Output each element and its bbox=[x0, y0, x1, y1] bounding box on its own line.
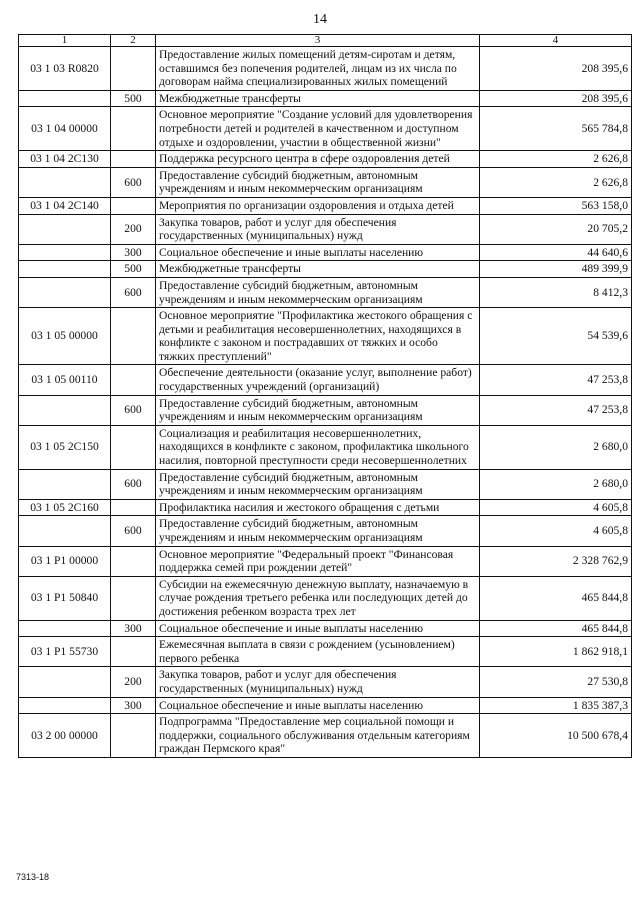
table-row bbox=[19, 365, 632, 395]
row-name: Основное мероприятие "Профилактика жестокого обращения с детьми и реабилитация несовершеннолетних, находящихся в конфликте с законом и пострадавших от тяжких и особо тяжких преступлений" bbox=[156, 308, 480, 365]
row-amount: 2 328 762,9 bbox=[480, 546, 632, 576]
table-row bbox=[19, 516, 632, 546]
row-expense-type: 600 bbox=[111, 516, 156, 546]
row-amount: 10 500 678,4 bbox=[480, 714, 632, 758]
row-amount: 465 844,8 bbox=[480, 576, 632, 620]
table-row bbox=[19, 576, 632, 620]
row-amount: 208 395,6 bbox=[480, 47, 632, 91]
row-code: 03 1 04 00000 bbox=[19, 107, 111, 151]
row-name: Социальное обеспечение и иные выплаты населению bbox=[156, 244, 480, 261]
row-amount: 54 539,6 bbox=[480, 308, 632, 365]
table-row bbox=[19, 151, 632, 168]
row-expense-type bbox=[111, 151, 156, 168]
table-row bbox=[19, 637, 632, 667]
row-code bbox=[19, 667, 111, 697]
row-name: Межбюджетные трансферты bbox=[156, 261, 480, 278]
row-name: Ежемесячная выплата в связи с рождением (усыновлением) первого ребенка bbox=[156, 637, 480, 667]
row-expense-type bbox=[111, 47, 156, 91]
row-expense-type bbox=[111, 425, 156, 469]
row-code bbox=[19, 277, 111, 307]
row-amount: 8 412,3 bbox=[480, 277, 632, 307]
row-name: Социальное обеспечение и иные выплаты населению bbox=[156, 620, 480, 637]
column-header-4: 4 bbox=[480, 35, 632, 47]
row-name: Предоставление субсидий бюджетным, автономным учреждениям и иным некоммерческим организациям bbox=[156, 469, 480, 499]
row-expense-type: 300 bbox=[111, 620, 156, 637]
page-number: 14 bbox=[313, 12, 327, 27]
row-amount: 2 626,8 bbox=[480, 151, 632, 168]
row-code: 03 1 Р1 00000 bbox=[19, 546, 111, 576]
table-row bbox=[19, 425, 632, 469]
row-name: Предоставление жилых помещений детям-сиротам и детям, оставшимся без попечения родителей, лицам из их числа по договорам найма специализированных жилых помещений bbox=[156, 47, 480, 91]
row-code bbox=[19, 214, 111, 244]
row-name: Предоставление субсидий бюджетным, автономным учреждениям и иным некоммерческим организациям bbox=[156, 516, 480, 546]
row-code: 03 1 04 2С140 bbox=[19, 197, 111, 214]
row-expense-type bbox=[111, 365, 156, 395]
row-amount: 465 844,8 bbox=[480, 620, 632, 637]
row-name: Социализация и реабилитация несовершеннолетних, находящихся в конфликте с законом, профилактика школьного насилия, повторной преступности среди несовершеннолетних bbox=[156, 425, 480, 469]
row-name: Предоставление субсидий бюджетным, автономным учреждениям и иным некоммерческим организациям bbox=[156, 277, 480, 307]
column-header-3: 3 bbox=[156, 35, 480, 47]
row-expense-type: 300 bbox=[111, 697, 156, 714]
table-row bbox=[19, 261, 632, 278]
row-name: Закупка товаров, работ и услуг для обеспечения государственных (муниципальных) нужд bbox=[156, 667, 480, 697]
table-row bbox=[19, 197, 632, 214]
document-code: 7313-18 bbox=[16, 872, 50, 882]
row-amount: 20 705,2 bbox=[480, 214, 632, 244]
row-code bbox=[19, 697, 111, 714]
row-amount: 2 680,0 bbox=[480, 469, 632, 499]
row-amount: 489 399,9 bbox=[480, 261, 632, 278]
row-code bbox=[19, 167, 111, 197]
row-amount: 1 835 387,3 bbox=[480, 697, 632, 714]
table-row bbox=[19, 714, 632, 758]
table-row bbox=[19, 47, 632, 91]
row-code: 03 1 05 00000 bbox=[19, 308, 111, 365]
row-amount: 2 626,8 bbox=[480, 167, 632, 197]
budget-table bbox=[18, 34, 632, 758]
row-name: Обеспечение деятельности (оказание услуг, выполнение работ) государственных учреждений (организаций) bbox=[156, 365, 480, 395]
row-expense-type: 500 bbox=[111, 261, 156, 278]
table-row bbox=[19, 214, 632, 244]
table-row bbox=[19, 499, 632, 516]
row-code: 03 1 04 2С130 bbox=[19, 151, 111, 168]
row-expense-type: 600 bbox=[111, 277, 156, 307]
row-expense-type: 500 bbox=[111, 90, 156, 107]
row-code: 03 1 Р1 55730 bbox=[19, 637, 111, 667]
row-name: Основное мероприятие "Федеральный проект "Финансовая поддержка семей при рождении детей" bbox=[156, 546, 480, 576]
row-name: Предоставление субсидий бюджетным, автономным учреждениям и иным некоммерческим организациям bbox=[156, 395, 480, 425]
row-code bbox=[19, 469, 111, 499]
row-expense-type: 300 bbox=[111, 244, 156, 261]
row-amount: 565 784,8 bbox=[480, 107, 632, 151]
row-expense-type bbox=[111, 107, 156, 151]
row-amount: 2 680,0 bbox=[480, 425, 632, 469]
row-amount: 27 530,8 bbox=[480, 667, 632, 697]
row-amount: 563 158,0 bbox=[480, 197, 632, 214]
row-expense-type: 600 bbox=[111, 395, 156, 425]
row-code bbox=[19, 620, 111, 637]
row-expense-type bbox=[111, 714, 156, 758]
table-row bbox=[19, 395, 632, 425]
row-code bbox=[19, 516, 111, 546]
row-code bbox=[19, 395, 111, 425]
row-amount: 47 253,8 bbox=[480, 395, 632, 425]
row-expense-type bbox=[111, 499, 156, 516]
row-name: Основное мероприятие "Создание условий для удовлетворения потребности детей и родителей в качественном и доступном отдыхе и оздоровлении, участии в общественной жизни" bbox=[156, 107, 480, 151]
table-row bbox=[19, 697, 632, 714]
row-amount: 208 395,6 bbox=[480, 90, 632, 107]
table-row bbox=[19, 667, 632, 697]
row-expense-type bbox=[111, 197, 156, 214]
row-code bbox=[19, 261, 111, 278]
row-name: Подпрограмма "Предоставление мер социальной помощи и поддержки, социального обслуживания отдельным категориям граждан Пермского края" bbox=[156, 714, 480, 758]
row-amount: 47 253,8 bbox=[480, 365, 632, 395]
row-name: Закупка товаров, работ и услуг для обеспечения государственных (муниципальных) нужд bbox=[156, 214, 480, 244]
row-code: 03 1 05 2С160 bbox=[19, 499, 111, 516]
row-name: Профилактика насилия и жестокого обращения с детьми bbox=[156, 499, 480, 516]
row-amount: 44 640,6 bbox=[480, 244, 632, 261]
row-code: 03 2 00 00000 bbox=[19, 714, 111, 758]
table-row bbox=[19, 546, 632, 576]
table-row bbox=[19, 167, 632, 197]
table-header-row bbox=[19, 35, 632, 47]
table-row bbox=[19, 308, 632, 365]
row-expense-type: 200 bbox=[111, 667, 156, 697]
row-amount: 1 862 918,1 bbox=[480, 637, 632, 667]
row-amount: 4 605,8 bbox=[480, 499, 632, 516]
column-header-2: 2 bbox=[111, 35, 156, 47]
row-name: Социальное обеспечение и иные выплаты населению bbox=[156, 697, 480, 714]
row-code bbox=[19, 244, 111, 261]
row-code: 03 1 05 2С150 bbox=[19, 425, 111, 469]
row-expense-type: 200 bbox=[111, 214, 156, 244]
row-code bbox=[19, 90, 111, 107]
row-code: 03 1 03 R0820 bbox=[19, 47, 111, 91]
table-row bbox=[19, 90, 632, 107]
table-row bbox=[19, 620, 632, 637]
row-amount: 4 605,8 bbox=[480, 516, 632, 546]
row-name: Межбюджетные трансферты bbox=[156, 90, 480, 107]
row-expense-type bbox=[111, 637, 156, 667]
row-code: 03 1 Р1 50840 bbox=[19, 576, 111, 620]
column-header-1: 1 bbox=[19, 35, 111, 47]
row-expense-type bbox=[111, 546, 156, 576]
row-expense-type: 600 bbox=[111, 469, 156, 499]
table-row bbox=[19, 277, 632, 307]
table-row bbox=[19, 244, 632, 261]
row-name: Предоставление субсидий бюджетным, автономным учреждениям и иным некоммерческим организациям bbox=[156, 167, 480, 197]
row-expense-type: 600 bbox=[111, 167, 156, 197]
row-name: Поддержка ресурсного центра в сфере оздоровления детей bbox=[156, 151, 480, 168]
table-row bbox=[19, 107, 632, 151]
row-expense-type bbox=[111, 576, 156, 620]
row-expense-type bbox=[111, 308, 156, 365]
row-name: Мероприятия по организации оздоровления и отдыха детей bbox=[156, 197, 480, 214]
table-row bbox=[19, 469, 632, 499]
row-code: 03 1 05 00110 bbox=[19, 365, 111, 395]
row-name: Субсидии на ежемесячную денежную выплату, назначаемую в случае рождения третьего ребенка или последующих детей до достижения ребенком возраста трех лет bbox=[156, 576, 480, 620]
